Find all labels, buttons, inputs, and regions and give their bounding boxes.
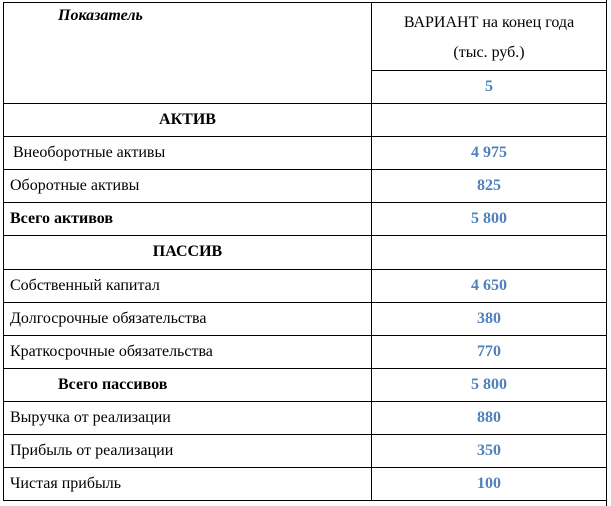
table-row xyxy=(4,401,607,434)
row-value: 5 800 xyxy=(372,368,607,401)
row-value: 380 xyxy=(372,302,607,335)
table-row xyxy=(4,335,607,368)
row-label: Краткосрочные обязательства xyxy=(4,335,372,368)
row-value: 4 975 xyxy=(372,137,607,170)
section-title-assets: АКТИВ xyxy=(4,104,372,137)
table-row xyxy=(4,170,607,203)
header-row xyxy=(4,3,607,71)
table-row xyxy=(4,467,607,500)
variant-header-line2: (тыс. руб.) xyxy=(453,44,525,61)
section-empty-cell xyxy=(372,104,607,137)
indicator-header-label: Показатель xyxy=(58,7,143,24)
table-row xyxy=(4,137,607,170)
row-label: Выручка от реализации xyxy=(4,401,372,434)
table-row xyxy=(4,269,607,302)
row-value: 770 xyxy=(372,335,607,368)
row-label: Всего пассивов xyxy=(4,368,372,401)
row-value: 4 650 xyxy=(372,269,607,302)
table-row xyxy=(4,434,607,467)
row-value: 100 xyxy=(372,467,607,500)
row-label: Прибыль от реализации xyxy=(4,434,372,467)
variant-header xyxy=(372,3,607,71)
row-label: Долгосрочные обязательства xyxy=(4,302,372,335)
row-label: Оборотные активы xyxy=(4,170,372,203)
table-row xyxy=(4,302,607,335)
indicator-header xyxy=(4,3,372,104)
row-value: 825 xyxy=(372,170,607,203)
variant-number: 5 xyxy=(372,71,607,104)
row-label: Собственный капитал xyxy=(4,269,372,302)
section-title-liabilities: ПАССИВ xyxy=(4,236,372,269)
row-label: Чистая прибыль xyxy=(4,467,372,500)
section-row-liabilities xyxy=(4,236,607,269)
row-value: 5 800 xyxy=(372,203,607,236)
section-empty-cell xyxy=(372,236,607,269)
row-label: Внеоборотные активы xyxy=(4,137,372,170)
table-row-total xyxy=(4,203,607,236)
section-row-assets xyxy=(4,104,607,137)
row-value: 350 xyxy=(372,434,607,467)
table-row-total xyxy=(4,368,607,401)
row-label: Всего активов xyxy=(4,203,372,236)
page-edge-line xyxy=(606,0,607,506)
row-value: 880 xyxy=(372,401,607,434)
balance-table xyxy=(3,2,607,501)
variant-header-line1: ВАРИАНТ на конец года xyxy=(403,14,575,31)
